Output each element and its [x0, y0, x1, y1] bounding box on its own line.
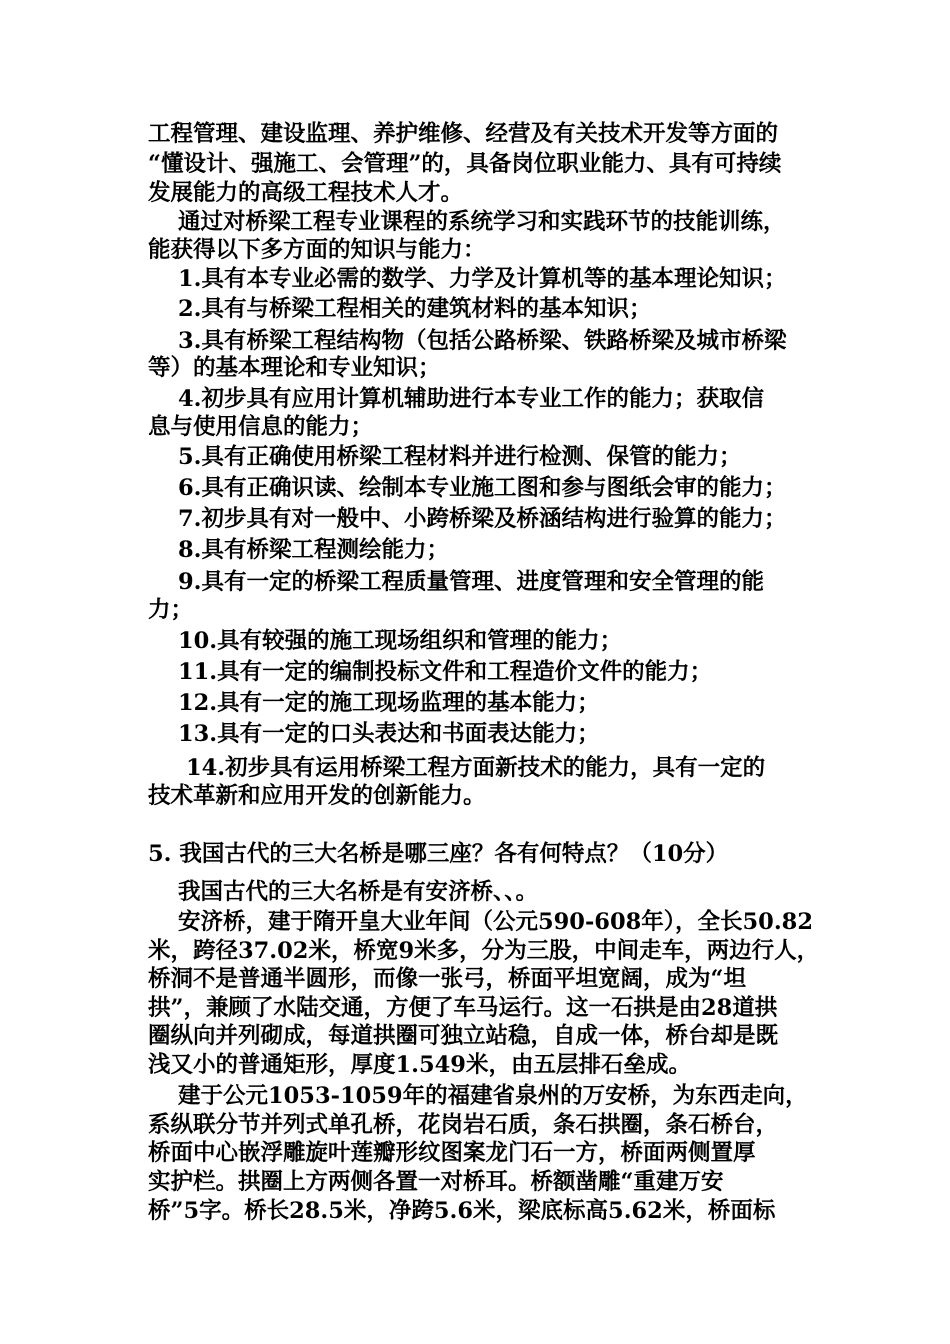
- wanan-paragraph-line: 桥面中心嵌浮雕旋叶莲瓣形纹图案龙门石一方，桥面两侧置厚: [148, 1140, 756, 1166]
- anji-paragraph-line: 桥洞不是普通半圆形，而像一张弓，桥面平坦宽阔，成为“坦: [148, 966, 746, 992]
- ability-item-4: 4.初步具有应用计算机辅助进行本专业工作的能力；获取信: [178, 386, 764, 412]
- ability-item-9: 9.具有一定的桥梁工程质量管理、进度管理和安全管理的能: [178, 569, 764, 595]
- ability-item-7: 7.初步具有对一般中、小跨桥梁及桥涵结构进行验算的能力；: [178, 506, 787, 532]
- answer-intro: 我国古代的三大名桥是有安济桥、、。: [178, 879, 539, 905]
- anji-paragraph-line: 圈纵向并列砌成，每道拱圈可独立站稳，自成一体，桥台却是既: [148, 1023, 779, 1049]
- ability-item-11: 11.具有一定的编制投标文件和工程造价文件的能力；: [178, 659, 713, 685]
- ability-item-4-cont: 息与使用信息的能力；: [148, 414, 374, 440]
- ability-item-9-cont: 力；: [148, 597, 194, 623]
- ability-item-14-cont: 技术革新和应用开发的创新能力。: [148, 783, 486, 809]
- wanan-paragraph-line: 建于公元1053-1059年的福建省泉州的万安桥，为东西走向，: [178, 1083, 808, 1109]
- ability-item-14: 14.初步具有运用桥梁工程方面新技术的能力，具有一定的: [186, 755, 766, 781]
- anji-paragraph-line: 浅又小的普通矩形，厚度1.549米，由五层排石垒成。: [148, 1052, 691, 1078]
- skills-intro-line: 能获得以下多方面的知识与能力：: [148, 237, 486, 263]
- ability-item-8: 8.具有桥梁工程测绘能力；: [178, 537, 449, 563]
- intro-line: 发展能力的高级工程技术人才。: [148, 180, 464, 206]
- ability-item-13: 13.具有一定的口头表达和书面表达能力；: [178, 721, 600, 747]
- ability-item-2: 2.具有与桥梁工程相关的建筑材料的基本知识；: [178, 296, 652, 322]
- anji-paragraph-line: 安济桥，建于隋开皇大业年间（公元590-608年），全长50.82: [178, 909, 813, 935]
- ability-item-1: 1.具有本专业必需的数学、力学及计算机等的基本理论知识；: [178, 266, 787, 292]
- skills-intro-line: 通过对桥梁工程专业课程的系统学习和实践环节的技能训练，: [178, 209, 786, 235]
- ability-item-5: 5.具有正确使用桥梁工程材料并进行检测、保管的能力；: [178, 444, 742, 470]
- intro-line: “懂设计、强施工、会管理”的，具备岗位职业能力、具有可持续: [148, 151, 782, 177]
- anji-paragraph-line: 拱”，兼顾了水陆交通，方便了车马运行。这一石拱是由28道拱: [148, 995, 778, 1021]
- ability-item-6: 6.具有正确识读、绘制本专业施工图和参与图纸会审的能力；: [178, 475, 787, 501]
- question-title: 5. 我国古代的三大名桥是哪三座？各有何特点？（10分）: [148, 841, 729, 867]
- anji-paragraph-line: 米，跨径37.02米，桥宽9米多，分为三股，中间走车，两边行人，: [148, 938, 820, 964]
- ability-item-3-cont: 等）的基本理论和专业知识；: [148, 355, 441, 381]
- ability-item-12: 12.具有一定的施工现场监理的基本能力；: [178, 690, 600, 716]
- ability-item-10: 10.具有较强的施工现场组织和管理的能力；: [178, 628, 623, 654]
- intro-line: 工程管理、建设监理、养护维修、经营及有关技术开发等方面的: [148, 121, 779, 147]
- wanan-paragraph-line: 实护栏。拱圈上方两侧各置一对桥耳。桥额凿雕“重建万安: [148, 1169, 724, 1195]
- ability-item-3: 3.具有桥梁工程结构物（包括公路桥梁、铁路桥梁及城市桥梁: [178, 328, 787, 354]
- wanan-paragraph-line: 系纵联分节并列式单孔桥，花岗岩石质，条石拱圈，条石桥台，: [148, 1112, 779, 1138]
- wanan-paragraph-line: 桥”5字。桥长28.5米，净跨5.6米，梁底标高5.62米，桥面标: [148, 1198, 776, 1224]
